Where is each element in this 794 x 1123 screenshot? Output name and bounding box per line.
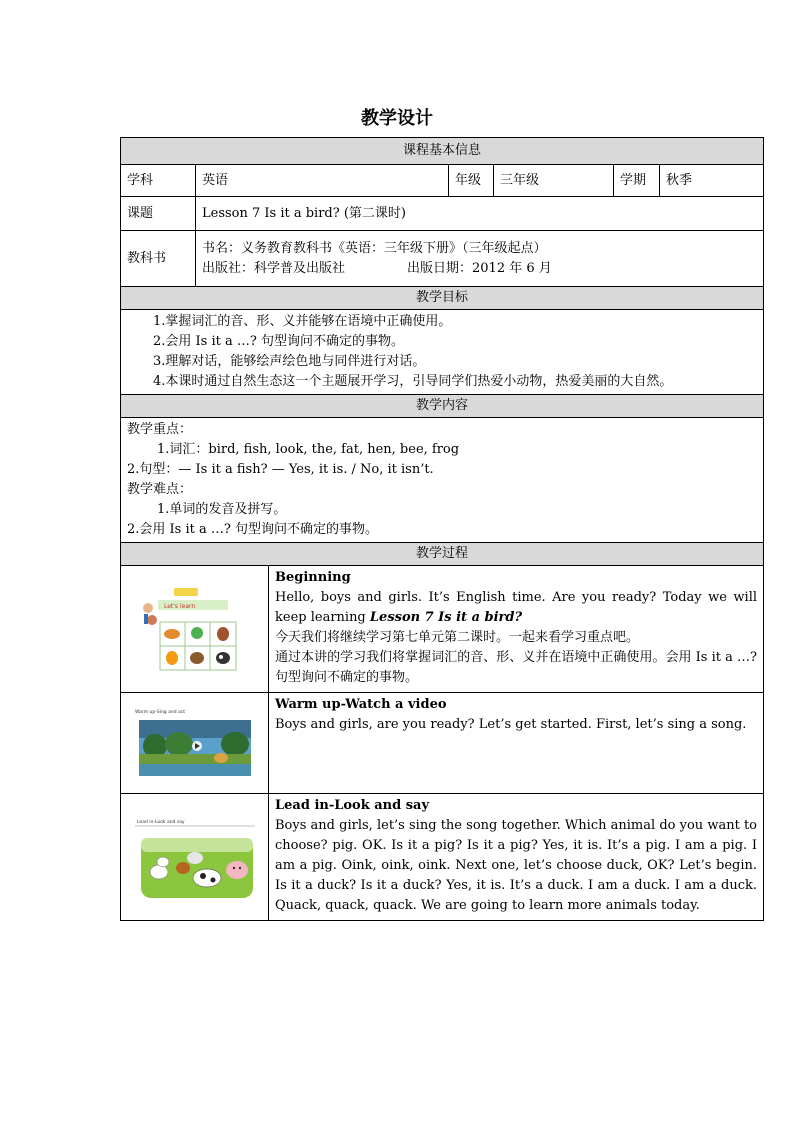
difficulties-label: 教学难点：: [127, 482, 193, 497]
lesson-title-emphasis: Lesson 7 Is it a bird?: [369, 610, 523, 625]
difficulty-item: 1.单词的发音及拼写。: [157, 502, 287, 517]
step-title: Lead in-Look and say: [275, 798, 430, 813]
publisher-line: [202, 259, 757, 279]
objectives-header-row: [121, 287, 764, 310]
publisher: 出版社：科学普及出版社: [202, 260, 346, 276]
objective-item: 3.理解对话，能够绘声绘色地与同伴进行对话。: [153, 354, 426, 369]
lesson-plan-table: [120, 137, 764, 921]
key-points-label: 教学重点：: [127, 422, 193, 437]
grade-value: 三年级: [494, 165, 614, 197]
difficulty-item: 2.会用 Is it a …? 句型询问不确定的事物。: [127, 522, 378, 537]
key-sentence: 2.句型：— Is it a fish? — Yes, it is. / No, it isn’t.: [127, 462, 434, 477]
process-step-text: [269, 566, 764, 693]
topic-row: [121, 197, 764, 231]
process-header: 教学过程: [121, 543, 764, 566]
term-value: 秋季: [660, 165, 764, 197]
slide-thumbnail-warmup: [121, 693, 269, 794]
objective-item: 4.本课时通过自然生态这一个主题展开学习，引导同学们热爱小动物，热爱美丽的大自然。: [153, 374, 673, 389]
objective-item: 2.会用 Is it a …? 句型询问不确定的事物。: [153, 334, 404, 349]
step-paragraph: Hello, boys and girls. It’s English time. Are you ready? Today we will keep learning Lesson 7 Is it a bird?: [275, 590, 758, 625]
warmup-video-slide-image: [135, 706, 255, 780]
subject-value: 英语: [196, 165, 449, 197]
process-step-row: [121, 794, 764, 921]
publish-date: 出版日期：2012 年 6 月: [407, 260, 552, 276]
document-title: 教学设计: [361, 108, 433, 129]
lets-learn-slide-image: [140, 586, 250, 672]
process-header-row: [121, 543, 764, 566]
lead-in-slide-image: [133, 814, 257, 900]
step-title: Warm up-Watch a video: [275, 697, 447, 712]
process-step-text: [269, 693, 764, 794]
subject-row: [121, 165, 764, 197]
objectives-list: [121, 310, 764, 395]
key-vocab: 1.词汇：bird, fish, look, the, fat, hen, bee, frog: [157, 442, 460, 457]
content-body: [121, 418, 764, 543]
grade-label: 年级: [449, 165, 494, 197]
term-label: 学期: [614, 165, 660, 197]
textbook-row: [121, 231, 764, 287]
objectives-row: [121, 310, 764, 395]
process-step-text: [269, 794, 764, 921]
slide-thumbnail-beginning: [121, 566, 269, 693]
slide-caption-text: Warm up-Sing and act: [134, 710, 185, 715]
subject-label: 学科: [121, 165, 196, 197]
process-step-row: [121, 693, 764, 794]
process-step-row: [121, 566, 764, 693]
topic-label: 课题: [121, 197, 196, 231]
content-row: [121, 418, 764, 543]
content-header: 教学内容: [121, 395, 764, 418]
book-name: 书名：义务教育教科书《英语：三年级下册》（三年级起点）: [202, 240, 547, 256]
textbook-label: 教科书: [121, 231, 196, 287]
basic-info-header: 课程基本信息: [121, 138, 764, 165]
slide-thumbnail-leadin: [121, 794, 269, 921]
slide-banner-text: Let's learn: [163, 603, 195, 610]
objectives-header: 教学目标: [121, 287, 764, 310]
step-paragraph: Boys and girls, let’s sing the song together. Which animal do you want to choose? pig. OK. Is it a pig? Is it a pig? Yes, it is. It’s a pig. I am a pig. I am a pig. Oink, oink, oink. Next one, let’s choose duck, OK? Let’s begin. Is it a duck? Is it a duck? Yes, it is. It’s a duck. I am a duck. I am a duck. Quack, quack, quack. We are going to learn more animals today.: [275, 818, 758, 913]
step-paragraph: 通过本讲的学习我们将掌握词汇的音、形、义并在语境中正确使用。会用 Is it a …?句型询问不确定的事物。: [275, 650, 758, 685]
content-header-row: [121, 395, 764, 418]
step-title: Beginning: [275, 570, 351, 585]
topic-value: Lesson 7 Is it a bird? (第二课时): [196, 197, 764, 231]
textbook-info: [196, 231, 764, 287]
step-paragraph: Boys and girls, are you ready? Let’s get started. First, let’s sing a song.: [275, 717, 747, 732]
objective-item: 1.掌握词汇的音、形、义并能够在语境中正确使用。: [153, 314, 452, 329]
basic-info-header-row: [121, 138, 764, 165]
step-paragraph: 今天我们将继续学习第七单元第二课时。一起来看学习重点吧。: [275, 630, 640, 645]
slide-caption-text: Lead in-Look and say: [136, 820, 185, 825]
